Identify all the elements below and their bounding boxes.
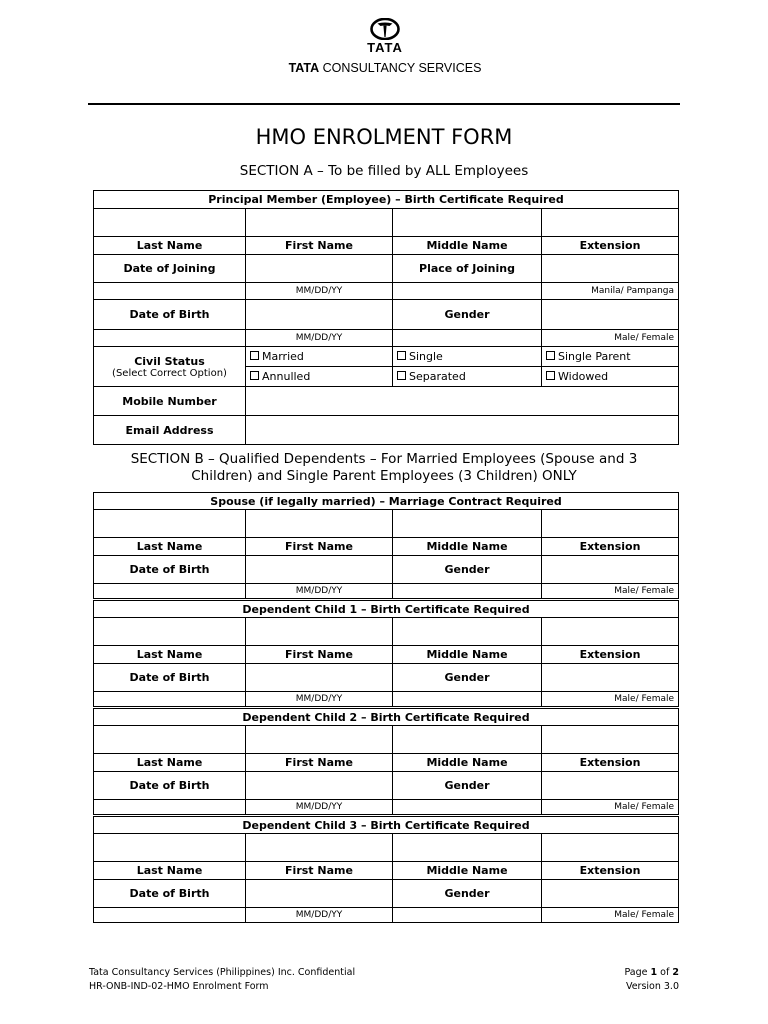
col-label-middle-name: Middle Name bbox=[393, 754, 542, 772]
col-label-middle-name: Middle Name bbox=[393, 646, 542, 664]
child-3-extension-input[interactable] bbox=[542, 834, 679, 862]
child-3-first-name-input[interactable] bbox=[246, 834, 393, 862]
child-1-title: Dependent Child 1 – Birth Certificate Required bbox=[94, 601, 679, 618]
col-label-middle-name: Middle Name bbox=[393, 862, 542, 880]
gender-label: Gender bbox=[393, 300, 542, 330]
child-3-dob-input[interactable] bbox=[246, 880, 393, 908]
spouse-last-name-input[interactable] bbox=[94, 510, 246, 538]
dob-label: Date of Birth bbox=[94, 772, 246, 800]
gender-hint: Male/ Female bbox=[542, 330, 679, 347]
date-format-hint: MM/DD/YY bbox=[246, 692, 393, 707]
child-3-table bbox=[93, 816, 679, 923]
col-label-extension: Extension bbox=[542, 862, 679, 880]
option-separated[interactable]: Separated bbox=[393, 367, 542, 387]
spouse-table bbox=[93, 492, 679, 599]
child-1-dob-input[interactable] bbox=[246, 664, 393, 692]
company-name: TATA CONSULTANCY SERVICES bbox=[288, 61, 482, 75]
checkbox-icon bbox=[250, 371, 259, 380]
civil-status-label: Civil Status (Select Correct Option) bbox=[94, 347, 246, 387]
page-number: Page 1 of 2 bbox=[624, 967, 679, 978]
checkbox-icon bbox=[250, 351, 259, 360]
date-format-hint: MM/DD/YY bbox=[246, 800, 393, 815]
footer-left bbox=[89, 966, 355, 994]
gender-hint: Male/ Female bbox=[542, 800, 679, 815]
col-label-extension: Extension bbox=[542, 754, 679, 772]
dob-label: Date of Birth bbox=[94, 880, 246, 908]
spouse-middle-name-input[interactable] bbox=[393, 510, 542, 538]
child-2-extension-input[interactable] bbox=[542, 726, 679, 754]
child-3-gender-input[interactable] bbox=[542, 880, 679, 908]
col-label-last-name: Last Name bbox=[94, 754, 246, 772]
col-label-extension: Extension bbox=[542, 237, 679, 255]
child-2-middle-name-input[interactable] bbox=[393, 726, 542, 754]
checkbox-icon bbox=[546, 351, 555, 360]
tata-emblem-icon bbox=[370, 18, 400, 40]
option-single-parent[interactable]: Single Parent bbox=[542, 347, 679, 367]
child-2-first-name-input[interactable] bbox=[246, 726, 393, 754]
email-address-input[interactable] bbox=[246, 416, 679, 445]
gender-input[interactable] bbox=[542, 300, 679, 330]
col-label-first-name: First Name bbox=[246, 538, 393, 556]
spouse-extension-input[interactable] bbox=[542, 510, 679, 538]
col-label-first-name: First Name bbox=[246, 862, 393, 880]
date-of-joining-input[interactable] bbox=[246, 255, 393, 283]
dob-label: Date of Birth bbox=[94, 664, 246, 692]
date-format-hint: MM/DD/YY bbox=[246, 283, 393, 300]
place-of-joining-label: Place of Joining bbox=[393, 255, 542, 283]
child-1-last-name-input[interactable] bbox=[94, 618, 246, 646]
child-3-title: Dependent Child 3 – Birth Certificate Required bbox=[94, 817, 679, 834]
child-1-extension-input[interactable] bbox=[542, 618, 679, 646]
place-of-joining-input[interactable] bbox=[542, 255, 679, 283]
mobile-number-label: Mobile Number bbox=[94, 387, 246, 416]
gender-hint: Male/ Female bbox=[542, 692, 679, 707]
gender-label: Gender bbox=[393, 880, 542, 908]
child-1-middle-name-input[interactable] bbox=[393, 618, 542, 646]
checkbox-icon bbox=[397, 371, 406, 380]
section-b-heading: SECTION B – Qualified Dependents – For Married Employees (Spouse and 3 Children) and Single Parent Employees (3 Children) ONLY bbox=[130, 451, 638, 484]
checkbox-icon bbox=[546, 371, 555, 380]
gender-hint: Male/ Female bbox=[542, 584, 679, 599]
page-title: HMO ENROLMENT FORM bbox=[255, 125, 513, 149]
child-2-table bbox=[93, 708, 679, 815]
date-of-joining-label: Date of Joining bbox=[94, 255, 246, 283]
child-1-gender-input[interactable] bbox=[542, 664, 679, 692]
col-label-last-name: Last Name bbox=[94, 862, 246, 880]
mobile-number-input[interactable] bbox=[246, 387, 679, 416]
col-label-last-name: Last Name bbox=[94, 237, 246, 255]
col-label-last-name: Last Name bbox=[94, 538, 246, 556]
gender-label: Gender bbox=[393, 664, 542, 692]
date-format-hint: MM/DD/YY bbox=[246, 584, 393, 599]
gender-label: Gender bbox=[393, 556, 542, 584]
col-label-middle-name: Middle Name bbox=[393, 538, 542, 556]
spouse-title: Spouse (if legally married) – Marriage Contract Required bbox=[94, 493, 679, 510]
dob-label: Date of Birth bbox=[94, 556, 246, 584]
gender-hint: Male/ Female bbox=[542, 908, 679, 923]
col-label-extension: Extension bbox=[542, 538, 679, 556]
col-label-first-name: First Name bbox=[246, 646, 393, 664]
child-1-table bbox=[93, 600, 679, 707]
option-single[interactable]: Single bbox=[393, 347, 542, 367]
checkbox-icon bbox=[397, 351, 406, 360]
gender-label: Gender bbox=[393, 772, 542, 800]
col-label-first-name: First Name bbox=[246, 754, 393, 772]
col-label-first-name: First Name bbox=[246, 237, 393, 255]
middle-name-input[interactable] bbox=[393, 209, 542, 237]
child-3-middle-name-input[interactable] bbox=[393, 834, 542, 862]
email-address-label: Email Address bbox=[94, 416, 246, 445]
col-label-extension: Extension bbox=[542, 646, 679, 664]
dob-label: Date of Birth bbox=[94, 300, 246, 330]
option-widowed[interactable]: Widowed bbox=[542, 367, 679, 387]
footer-right bbox=[624, 966, 679, 994]
footer-form-code: HR-ONB-IND-02-HMO Enrolment Form bbox=[89, 981, 269, 992]
child-2-last-name-input[interactable] bbox=[94, 726, 246, 754]
principal-member-table bbox=[93, 190, 679, 445]
section-a-heading: SECTION A – To be filled by ALL Employees bbox=[239, 163, 529, 179]
spouse-first-name-input[interactable] bbox=[246, 510, 393, 538]
child-2-title: Dependent Child 2 – Birth Certificate Required bbox=[94, 709, 679, 726]
child-2-gender-input[interactable] bbox=[542, 772, 679, 800]
principal-member-title: Principal Member (Employee) – Birth Certificate Required bbox=[94, 191, 679, 209]
option-married[interactable]: Married bbox=[246, 347, 393, 367]
date-format-hint: MM/DD/YY bbox=[246, 330, 393, 347]
col-label-middle-name: Middle Name bbox=[393, 237, 542, 255]
header-rule bbox=[88, 103, 680, 105]
date-format-hint: MM/DD/YY bbox=[246, 908, 393, 923]
place-hint: Manila/ Pampanga bbox=[542, 283, 679, 300]
spouse-gender-input[interactable] bbox=[542, 556, 679, 584]
col-label-last-name: Last Name bbox=[94, 646, 246, 664]
footer-confidential: Tata Consultancy Services (Philippines) Inc. Confidential bbox=[89, 967, 356, 978]
version: Version 3.0 bbox=[625, 981, 679, 992]
child-2-dob-input[interactable] bbox=[246, 772, 393, 800]
option-annulled[interactable]: Annulled bbox=[246, 367, 393, 387]
last-name-input[interactable] bbox=[94, 209, 246, 237]
company-logo bbox=[280, 18, 490, 76]
dob-input[interactable] bbox=[246, 300, 393, 330]
first-name-input[interactable] bbox=[246, 209, 393, 237]
child-1-first-name-input[interactable] bbox=[246, 618, 393, 646]
brand-wordmark: TATA bbox=[367, 40, 403, 55]
child-3-last-name-input[interactable] bbox=[94, 834, 246, 862]
extension-input[interactable] bbox=[542, 209, 679, 237]
spouse-dob-input[interactable] bbox=[246, 556, 393, 584]
